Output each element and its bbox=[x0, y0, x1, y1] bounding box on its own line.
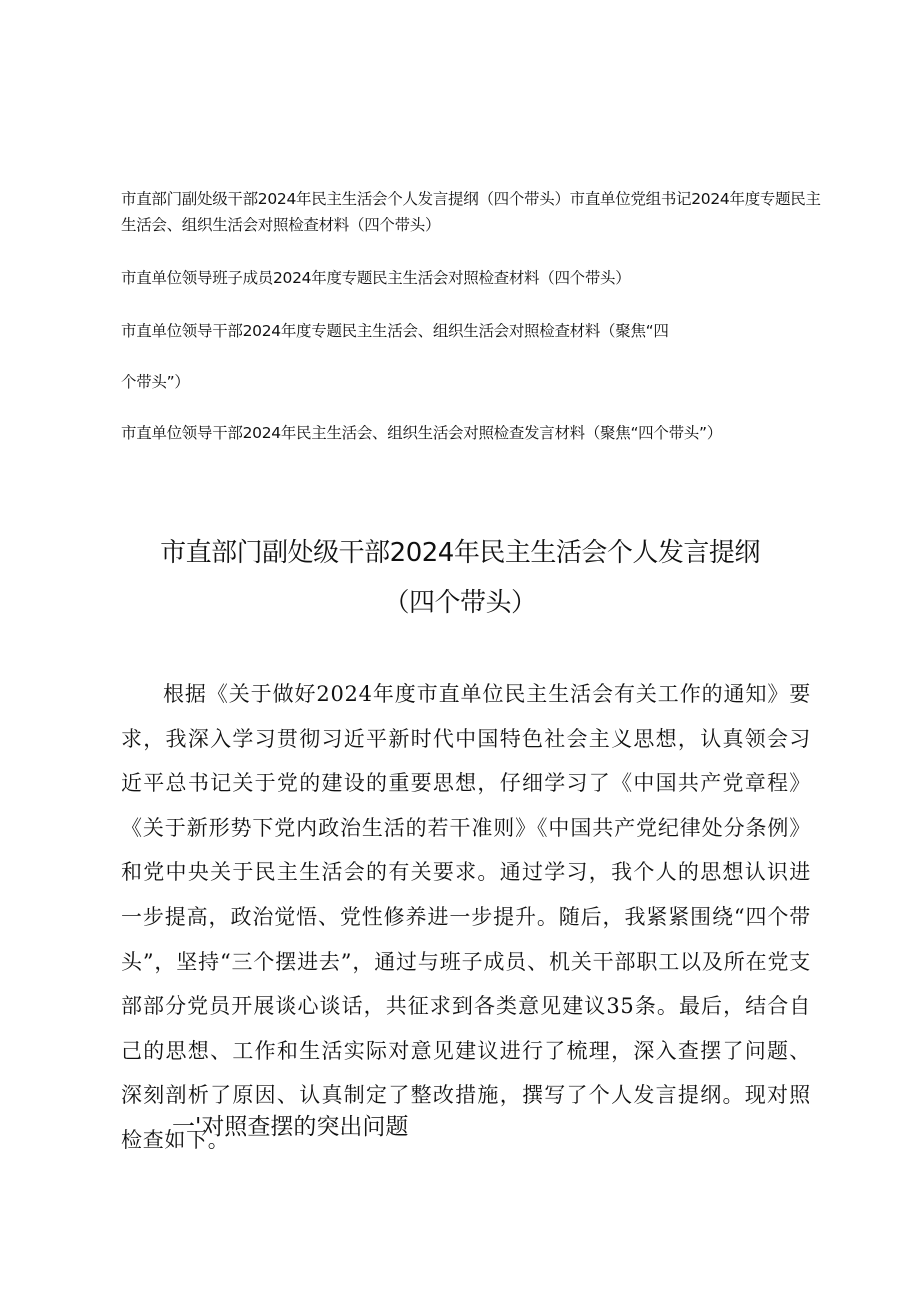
toc-entry-3-continued: 个带头”） bbox=[121, 373, 190, 391]
body-paragraph: 根据《关于做好2024年度市直单位民主生活会有关工作的通知》要求，我深入学习贯彻习近平新时代中国特色社会主义思想，认真领会习近平总书记关于党的建设的重要思想，仔细学习了《中国共产党章程》《关于新形势下党内政治生活的若干准则》《中国共产党纪律处分条例》和党中央关于民主生活会的有关要求。通过学习，我个人的思想认识进一步提高，政治觉悟、党性修养进一步提升。随后，我紧紧围绕“四个带头”，坚持“三个摆进去”，通过与班子成员、机关干部职工以及所在党支部部分党员开展谈心谈话，共征求到各类意见建议35条。最后，结合自己的思想、工作和生活实际对意见建议进行了梳理，深入查摆了问题、深刻剖析了原因、认真制定了整改措施，撰写了个人发言提纲。现对照检查如下。 bbox=[121, 682, 811, 1152]
section-heading: 一'对照查摆的突出问题 bbox=[172, 1114, 409, 1140]
document-subtitle: （四个带头） bbox=[383, 588, 537, 618]
toc-entry-4: 市直单位领导干部2024年民主生活会、组织生活会对照检查发言材料（聚焦“四个带头”） bbox=[121, 424, 722, 442]
toc-entry-3: 市直单位领导干部2024年度专题民主生活会、组织生活会对照检查材料（聚焦“四 bbox=[121, 322, 669, 340]
toc-entry-2: 市直单位领导班子成员2024年度专题民主生活会对照检查材料（四个带头） bbox=[121, 269, 631, 287]
toc-entry-1: 市直部门副处级干部2024年民主生活会个人发言提纲（四个带头）市直单位党组书记2024年度专题民主生活会、组织生活会对照检查材料（四个带头） bbox=[121, 190, 821, 234]
document-title: 市直部门副处级干部2024年民主生活会个人发言提纲 bbox=[160, 538, 760, 568]
